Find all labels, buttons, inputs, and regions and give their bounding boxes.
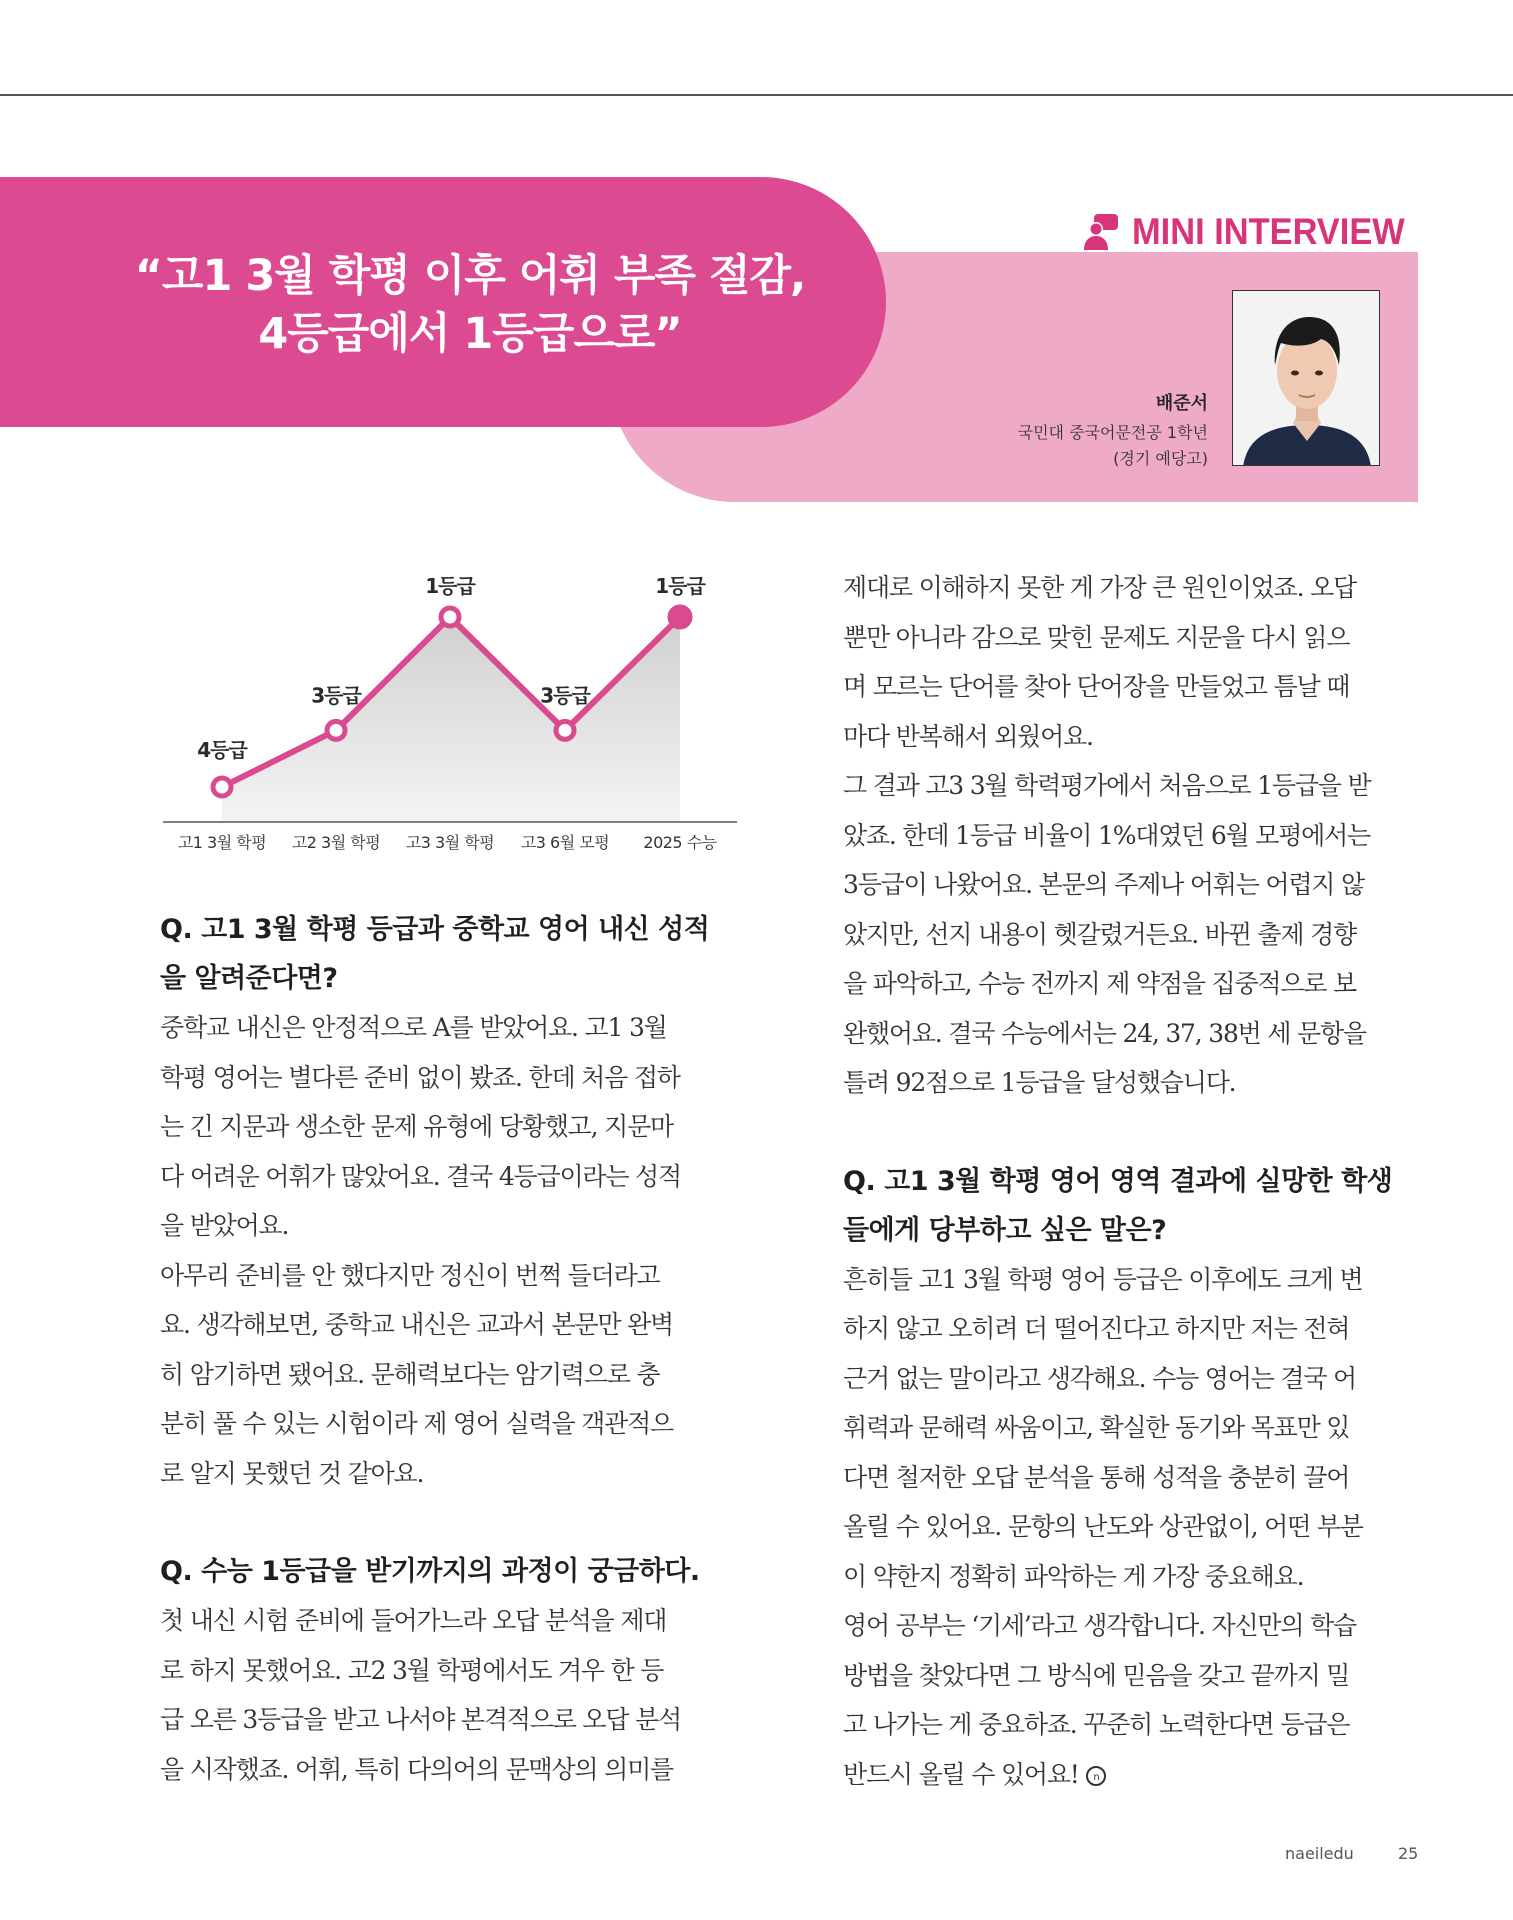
profile-school: 국민대 중국어문전공 1학년	[1017, 423, 1208, 442]
answer-line: 다 어려운 어휘가 많았어요. 결국 4등급이라는 성적	[160, 1161, 681, 1191]
answer-line: 완했어요. 결국 수능에서는 24, 37, 38번 세 문항을	[843, 1018, 1366, 1048]
answer-line: 을 받았어요.	[160, 1211, 289, 1240]
answer-line: 영어 공부는 ‘기세’라고 생각합니다. 자신만의 학습	[843, 1611, 1356, 1640]
top-rule	[0, 94, 1513, 96]
data-point	[327, 721, 345, 739]
answer-line: 며 모르는 단어를 찾아 단어장을 만들었고 틈날 때	[843, 672, 1350, 701]
paragraph-gap	[843, 1108, 1392, 1157]
profile-origin: (경기 예당고)	[1113, 449, 1208, 468]
answer-line: 첫 내신 시험 준비에 들어가느라 오답 분석을 제대	[160, 1606, 667, 1635]
question-line: Q. 고1 3월 학평 영어 영역 결과에 실망한 학생	[843, 1165, 1393, 1197]
data-label: 3등급	[540, 683, 590, 708]
interview-person-icon	[1082, 212, 1122, 252]
answer-line: 히 암기하면 됐어요. 문해력보다는 암기력으로 충	[160, 1359, 660, 1389]
answer-line: 중학교 내신은 안정적으로 A를 받았어요. 고1 3월	[160, 1013, 667, 1042]
question-line: Q. 수능 1등급을 받기까지의 과정이 궁금하다.	[160, 1556, 700, 1587]
answer-line: 휘력과 문해력 싸움이고, 확실한 동기와 목표만 있	[843, 1413, 1350, 1442]
answer-line: 요. 생각해보면, 중학교 내신은 교과서 본문만 완벽	[160, 1310, 673, 1339]
answer-line: 다면 철저한 오답 분석을 통해 성적을 충분히 끌어	[843, 1462, 1350, 1492]
answer-line: 틀려 92점으로 1등급을 달성했습니다.	[843, 1068, 1236, 1097]
headline-line-1: “고1 3월 학평 이후 어휘 부족 절감,	[134, 251, 806, 301]
data-point	[213, 778, 231, 796]
answer-line: 급 오른 3등급을 받고 나서야 본격적으로 오답 분석	[160, 1705, 681, 1734]
answer-line: 그 결과 고3 3월 학력평가에서 처음으로 1등급을 받	[843, 771, 1371, 800]
data-label: 3등급	[311, 683, 361, 708]
answer-line: 뿐만 아니라 감으로 맞힌 문제도 지문을 다시 읽으	[843, 622, 1350, 652]
answer-line: 흔히들 고1 3월 학평 영어 등급은 이후에도 크게 변	[843, 1264, 1363, 1294]
section-label	[1082, 210, 1425, 254]
data-label: 1등급	[425, 574, 475, 598]
answer-line: 로 알지 못했던 것 같아요.	[160, 1458, 424, 1488]
right-column	[843, 563, 1392, 1799]
data-point	[670, 607, 690, 627]
answer-line: 을 파악하고, 수능 전까지 제 약점을 집중적으로 보	[843, 969, 1356, 998]
answer-line: 이 약한지 정확히 파악하는 게 가장 중요해요.	[843, 1561, 1304, 1591]
answer-line: 분히 풀 수 있는 시험이라 제 영어 실력을 객관적으	[160, 1409, 673, 1438]
data-point	[441, 608, 459, 626]
answer-line: 3등급이 나왔어요. 본문의 주제나 어휘는 어렵지 않	[843, 870, 1364, 899]
headline	[120, 247, 820, 363]
answer-line: 았죠. 한데 1등급 비율이 1%대였던 6월 모평에서는	[843, 820, 1371, 850]
data-label: 1등급	[655, 574, 705, 598]
answer-line: 는 긴 지문과 생소한 문제 유형에 당황했고, 지문마	[160, 1112, 673, 1141]
answer-line: 았지만, 선지 내용이 헷갈렸거든요. 바뀐 출제 경향	[843, 919, 1356, 949]
question-line: 을 알려준다면?	[160, 963, 338, 994]
answer-line: 로 하지 못했어요. 고2 3월 학평에서도 겨우 한 등	[160, 1655, 664, 1685]
answer-line: 반드시 올릴 수 있어요! n	[843, 1750, 1392, 1800]
x-tick-label: 고1 3월 학평	[177, 833, 267, 852]
paragraph-gap	[160, 1498, 709, 1547]
chart-area	[222, 617, 680, 822]
section-label-text: MINI INTERVIEW	[1132, 211, 1405, 252]
x-tick-label: 고3 3월 학평	[405, 833, 495, 852]
end-mark-icon	[1085, 1765, 1107, 1787]
data-label: 4등급	[197, 738, 247, 762]
headline-line-2: 4등급에서 1등급으로”	[258, 309, 682, 359]
question-line: 들에게 당부하고 싶은 말은?	[843, 1214, 1167, 1246]
x-tick-label: 고3 6월 모평	[520, 833, 610, 852]
student-portrait	[1232, 290, 1380, 466]
data-point	[556, 721, 574, 739]
page-number: 25	[1398, 1844, 1419, 1863]
footer-site: naeiledu	[1285, 1844, 1354, 1863]
answer-line: 방법을 찾았다면 그 방식에 믿음을 갖고 끝까지 밀	[843, 1660, 1350, 1690]
x-tick-label: 2025 수능	[643, 833, 717, 852]
answer-line: 근거 없는 말이라고 생각해요. 수능 영어는 결국 어	[843, 1363, 1356, 1393]
left-column	[160, 905, 709, 1794]
answer-line: 마다 반복해서 외웠어요.	[843, 721, 1093, 751]
answer-line: 아무리 준비를 안 했다지만 정신이 번쩍 들더라고	[160, 1260, 660, 1290]
answer-line: 을 시작했죠. 어휘, 특히 다의어의 문맥상의 의미를	[160, 1754, 673, 1784]
answer-line: 하지 않고 오히려 더 떨어진다고 하지만 저는 전혀	[843, 1314, 1350, 1343]
svg-text:n: n	[1093, 1772, 1099, 1783]
answer-line: 학평 영어는 별다른 준비 없이 봤죠. 한데 처음 접하	[160, 1062, 680, 1092]
x-tick-label: 고2 3월 학평	[291, 833, 381, 852]
question-line: Q. 고1 3월 학평 등급과 중학교 영어 내신 성적	[160, 914, 710, 945]
answer-line: 올릴 수 있어요. 문항의 난도와 상관없이, 어떤 부분	[843, 1512, 1363, 1541]
grade-line-chart	[160, 560, 740, 860]
profile-name: 배준서	[1155, 393, 1208, 414]
answer-line: 고 나가는 게 중요하죠. 꾸준히 노력한다면 등급은	[843, 1710, 1350, 1739]
answer-line: 제대로 이해하지 못한 게 가장 큰 원인이었죠. 오답	[843, 573, 1356, 602]
